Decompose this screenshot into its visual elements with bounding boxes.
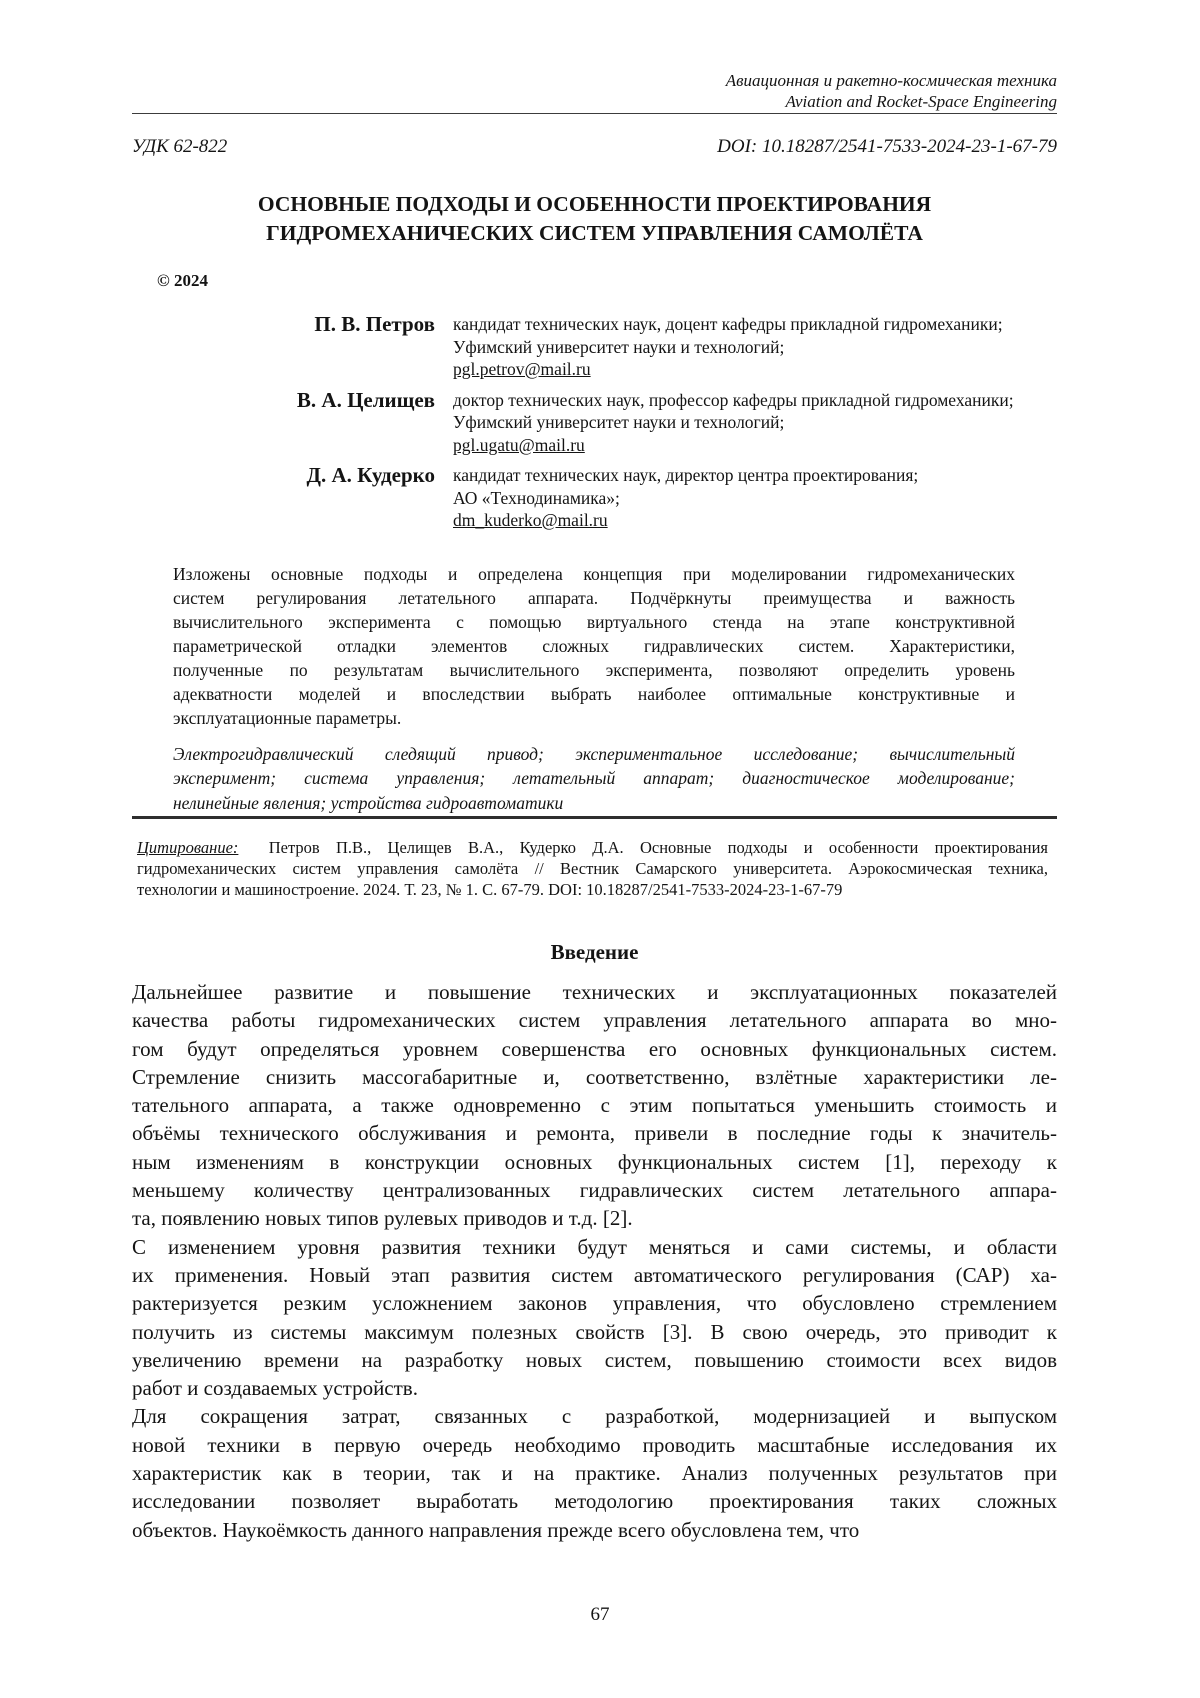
keywords-text-line: нелинейные явления; устройства гидроавтоматики <box>173 792 564 813</box>
body-text-line: получить из системы максимум полезных свойств [3]. В свою очередь, это приводит к <box>132 1319 1057 1344</box>
body-text-line: гом будут определяться уровнем совершенства его основных функциональных систем. <box>132 1036 1057 1061</box>
author-row <box>132 313 1057 381</box>
citation-line-3: технологии и машиностроение. 2024. Т. 23, № 1. С. 67-79. DOI: 10.18287/2541-7533-2024-23-1-67-79 <box>137 880 843 899</box>
keywords-text-line: эксперимент; система управления; летательный аппарат; диагностическое моделирование; <box>173 768 1015 788</box>
copyright-year: © 2024 <box>157 271 208 290</box>
body-text-line: С изменением уровня развития техники будут меняться и сами системы, и области <box>132 1234 1057 1259</box>
author-affiliation: Уфимский университет науки и технологий; <box>453 336 785 357</box>
citation-line-1 <box>137 837 1048 858</box>
body-text-line: объектов. Наукоёмкость данного направления прежде всего обусловлена тем, что <box>132 1517 860 1542</box>
body-text-line: меньшему количеству централизованных гидравлических систем летательного аппара- <box>132 1178 1057 1203</box>
author-name: В. А. Целищев <box>296 387 435 412</box>
citation-label: Цитирование: <box>137 838 239 857</box>
abstract-text-line: систем регулирования летательного аппарата. Подчёркнуты преимущества и важность <box>173 587 1015 608</box>
body-text-line: тательного аппарата, а также одновременно с этим попытаться уменьшить стоимость и <box>132 1093 1057 1118</box>
author-info <box>453 389 1014 457</box>
author-role: кандидат технических наук, доцент кафедры прикладной гидромеханики; <box>453 314 1003 334</box>
citation-block <box>137 837 1048 900</box>
abstract-text-line: вычислительного эксперимента с помощью виртуального стенда на этапе конструктивной <box>173 611 1015 632</box>
author-affiliation: АО «Технодинамика»; <box>453 487 620 508</box>
keywords-text-line: Электрогидравлический следящий привод; экспериментальное исследование; вычислительный <box>173 743 1015 764</box>
page-number: 67 <box>590 1604 610 1625</box>
body-text-line: Для сокращения затрат, связанных с разработкой, модернизацией и выпуском <box>132 1404 1057 1429</box>
author-email-link[interactable]: pgl.ugatu@mail.ru <box>453 434 585 455</box>
body-paragraph <box>132 978 1057 1233</box>
body-text-line: объёмы технического обслуживания и ремонта, привели в последние годы к значитель- <box>132 1121 1057 1146</box>
author-info <box>453 464 918 532</box>
body-text-line: характеристик как в теории, так и на практике. Анализ полученных результатов при <box>132 1461 1057 1486</box>
body-text-line: качества работы гидромеханических систем управления летательного аппарата во мно- <box>132 1008 1057 1033</box>
body-text-line: новой техники в первую очередь необходимо проводить масштабные исследования их <box>132 1432 1057 1457</box>
abstract-text-line: адекватности моделей и впоследствии выбрать наиболее оптимальные конструктивные и <box>173 683 1015 704</box>
article-title-line-2: ГИДРОМЕХАНИЧЕСКИХ СИСТЕМ УПРАВЛЕНИЯ САМОЛЁТА <box>266 221 923 245</box>
abstract-text-line: полученные по результатам вычислительного эксперимента, позволяют определить уровень <box>173 659 1015 680</box>
section-heading-introduction: Введение <box>550 940 639 964</box>
udk-code: УДК 62-822 <box>132 136 228 157</box>
author-info <box>453 313 1003 381</box>
article-title-line-1: ОСНОВНЫЕ ПОДХОДЫ И ОСОБЕННОСТИ ПРОЕКТИРОВАНИЯ <box>257 192 932 216</box>
body-text-line: исследовании позволяет выработать методологию проектирования таких сложных <box>132 1489 1057 1514</box>
citation-line-2: гидромеханических систем управления самолёта // Вестник Самарского университета. Аэрокосмическая техника, <box>137 859 1048 878</box>
body-paragraph <box>132 1402 1057 1543</box>
udk-doi-row <box>132 136 1057 158</box>
body-paragraph <box>132 1233 1057 1403</box>
author-name: Д. А. Кудерко <box>306 463 435 487</box>
author-email-link[interactable]: dm_kuderko@mail.ru <box>453 510 608 530</box>
keywords <box>173 742 1015 816</box>
author-row <box>132 389 1057 457</box>
body-text-line: Дальнейшее развитие и повышение технических и эксплуатационных показателей <box>132 980 1057 1004</box>
author-email-link[interactable]: pgl.petrov@mail.ru <box>453 359 591 379</box>
author-role: доктор технических наук, профессор кафедры прикладной гидромеханики; <box>453 389 1014 410</box>
body-text-line: увеличению времени на разработку новых систем, повышению стоимости всех видов <box>132 1347 1057 1372</box>
body-text-line: ным изменениям в конструкции основных функциональных систем [1], переходу к <box>132 1149 1057 1174</box>
citation-text: Петров П.В., Целищев В.А., Кудерко Д.А. Основные подходы и особенности проектирования <box>268 838 1048 857</box>
authors-block <box>132 313 1057 532</box>
body-text-line: та, появлению новых типов рулевых приводов и т.д. [2]. <box>132 1206 633 1231</box>
author-row <box>132 464 1057 532</box>
author-role: кандидат технических наук, директор центра проектирования; <box>453 465 919 485</box>
citation-divider <box>132 816 1057 819</box>
abstract-text-line: эксплуатационные параметры. <box>173 707 402 728</box>
abstract-text-line: параметрической отладки элементов сложных гидравлических систем. Характеристики, <box>173 635 1015 656</box>
body-text-line: Стремление снизить массогабаритные и, соответственно, взлётные характеристики ле- <box>132 1064 1057 1089</box>
body-text-line: работ и создаваемых устройств. <box>132 1376 418 1401</box>
body-text-line: их применения. Новый этап развития систем автоматического регулирования (САР) ха- <box>132 1262 1057 1287</box>
journal-name-ru: Авиационная и ракетно-космическая техника <box>725 71 1057 90</box>
author-name: П. В. Петров <box>314 312 435 336</box>
journal-name-en: Aviation and Rocket-Space Engineering <box>785 92 1057 111</box>
article-title <box>132 190 1057 248</box>
abstract-text-line: Изложены основные подходы и определена концепция при моделировании гидромеханических <box>173 563 1015 584</box>
author-affiliation: Уфимский университет науки и технологий; <box>453 412 785 432</box>
doi-code: DOI: 10.18287/2541-7533-2024-23-1-67-79 <box>717 136 1057 157</box>
introduction-body <box>132 978 1057 1544</box>
body-text-line: рактеризуется резким усложнением законов управления, что обусловлено стремлением <box>132 1291 1057 1316</box>
journal-header <box>132 0 1057 114</box>
abstract <box>173 562 1015 730</box>
